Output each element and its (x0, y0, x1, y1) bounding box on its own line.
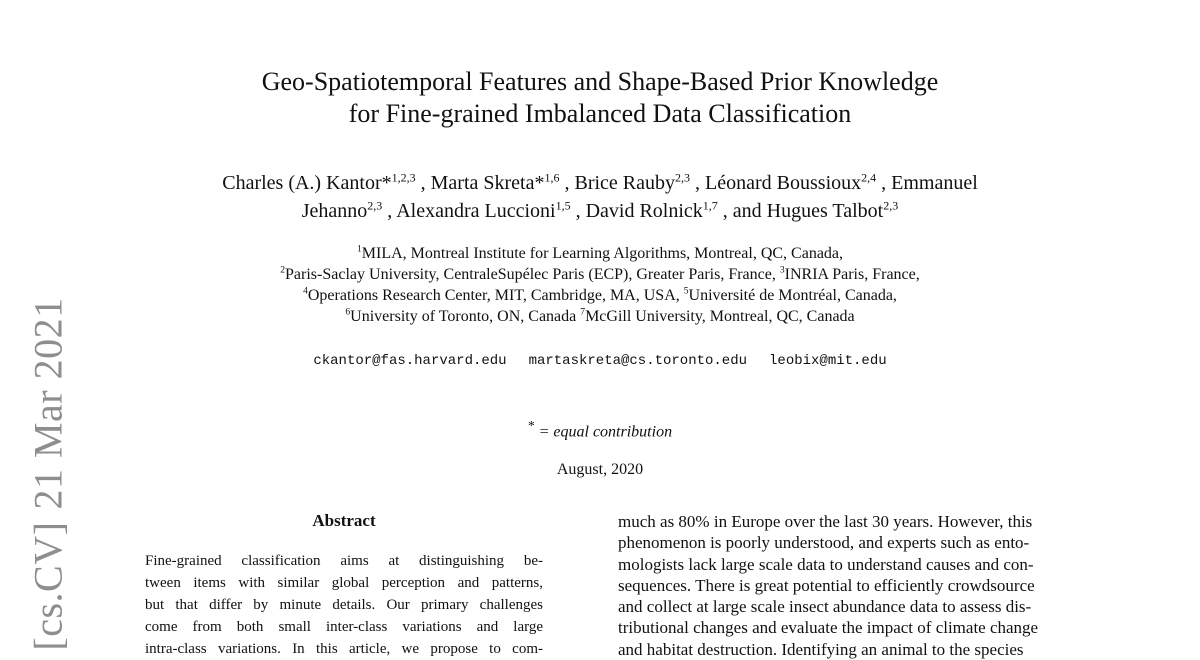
email-link[interactable]: martaskreta@cs.toronto.edu (528, 353, 748, 369)
abstract-heading: Abstract (312, 511, 376, 530)
email-link[interactable]: ckantor@fas.harvard.edu (313, 353, 507, 369)
paper-date: August, 2020 (556, 461, 644, 478)
text-line: sequences. There is great potential to efficiently crowdsource (618, 575, 1035, 595)
author-line-2: Jehanno$^{2,3}$ , Alexandra Luccioni$^{1,5}$ , David Rolnick$^{1,7}$ , and Hugues Talbot$^{2,3}$ (301, 198, 899, 222)
affiliation-line: $^4$Operations Research Center, MIT, Cambridge, MA, USA, $^5$Université de Montréal, Canada, (303, 285, 897, 304)
title-line-2: for Fine-grained Imbalanced Data Classification (348, 99, 852, 128)
text-line: come from both small inter-class variations and large (145, 619, 543, 635)
affiliations (0, 243, 1200, 327)
text-line: much as 80% in Europe over the last 30 years. However, this (618, 512, 1033, 531)
author-name: Léonard Boussioux (705, 172, 862, 194)
text-line: phenomenon is poorly understood, and experts such as ento- (618, 533, 1030, 553)
equal-contribution-text: = equal contribution (534, 423, 673, 441)
author-list (0, 169, 1200, 225)
email-link[interactable]: leobix@mit.edu (769, 353, 887, 369)
text-line: tween items with similar global perception and patterns, (145, 575, 543, 591)
author-name: Marta Skreta* (430, 172, 545, 194)
author-name: Alexandra Luccioni (396, 200, 556, 222)
author-affil: 1,2,3 (391, 170, 416, 185)
arxiv-date: 21 Mar 2021 (25, 297, 71, 510)
arxiv-category: [cs.CV] (25, 521, 71, 651)
author-affil: 1,5 (555, 198, 571, 213)
abstract-body (145, 550, 543, 660)
text-line: Fine-grained classification aims at distinguishing be- (145, 553, 543, 569)
title-line-1: Geo-Spatiotemporal Features and Shape-Based Prior Knowledge (261, 67, 939, 96)
text-line: and collect at large scale insect abundance data to assess dis- (618, 597, 1032, 617)
author-affil: 2,3 (675, 170, 691, 185)
author-name: David Rolnick (585, 200, 703, 222)
affiliation-line: $^1$MILA, Montreal Institute for Learning Algorithms, Montreal, QC, Canada, (356, 243, 844, 262)
right-column-body (618, 511, 1039, 660)
author-name: Brice Rauby (574, 172, 676, 194)
text-line: mologists lack large scale data to understand causes and con- (618, 554, 1034, 574)
text-line: but that differ by minute details. Our primary challenges (145, 597, 543, 613)
author-affil: 1,6 (544, 170, 560, 185)
author-affil: 1,7 (702, 198, 718, 213)
author-name: Charles (A.) Kantor* (222, 172, 392, 194)
affiliation-line: $^2$Paris-Saclay University, CentraleSupélec Paris (ECP), Greater Paris, France, $^3$INRIA Paris, France, (280, 264, 920, 283)
author-affil: 2,4 (861, 170, 877, 185)
equal-contribution-note (0, 418, 1200, 441)
author-name-part1: Emmanuel (891, 172, 978, 194)
text-line: and habitat destruction. Identifying an animal to the species (618, 639, 1024, 659)
author-line-1: Charles (A.) Kantor*$^{1,2,3}$ , Marta Skreta*$^{1,6}$ , Brice Rauby$^{2,3}$ , Léonard Boussioux$^{2,4}$ , Emmanuel (222, 170, 978, 194)
author-name: and Hugues Talbot (732, 200, 884, 222)
paper-title (0, 66, 1200, 130)
asterisk: * (527, 418, 535, 433)
affiliation-line: $^6$University of Toronto, ON, Canada $^7$McGill University, Montreal, QC, Canada (345, 306, 855, 325)
author-emails (0, 353, 1200, 369)
text-line: intra-class variations. In this article, we propose to com- (145, 641, 543, 657)
author-affil: 2,3 (367, 198, 383, 213)
author-name-part2: Jehanno (301, 200, 368, 222)
text-line: tributional changes and evaluate the impact of climate change (618, 618, 1039, 638)
author-affil: 2,3 (883, 198, 899, 213)
